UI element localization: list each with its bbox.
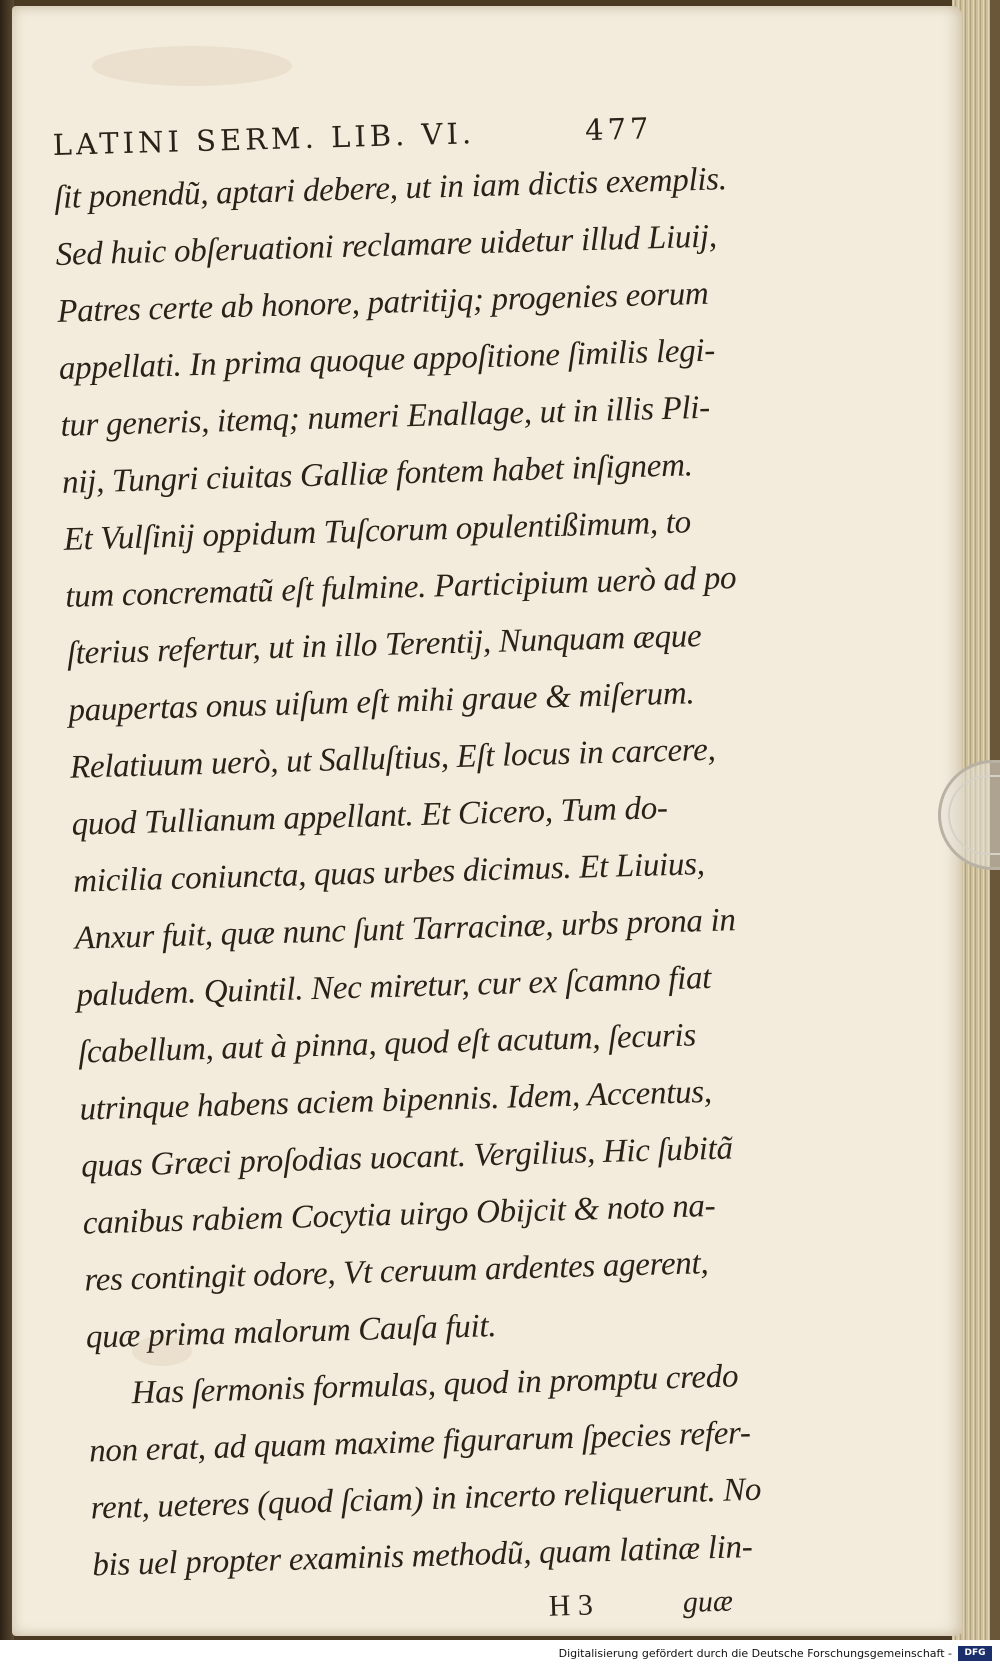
text-line: Patres certe ab honore, patritijq; progenies eorum — [56, 275, 709, 330]
text-line: quod Tullianum appellant. Et Cicero, Tum do- — [71, 790, 669, 843]
text-line: Et Vulſinij oppidum Tuſcorum opulentißimum, to — [63, 504, 692, 558]
running-head-title: LATINI SERM. LIB. VI. — [52, 116, 476, 162]
text-line: Anxur fuit, quæ nunc ſunt Tarracinæ, urbs prona in — [74, 902, 737, 957]
text-line: Has ſermonis formulas, quod in promptu credo — [131, 1358, 739, 1412]
text-line: canibus rabiem Cocytia uirgo Obijcit & noto na- — [82, 1187, 716, 1242]
text-line: res contingit odore, Vt ceruum ardentes agerent, — [83, 1245, 709, 1299]
text-line: tum concrematũ eſt fulmine. Participium uerò ad po — [64, 560, 737, 615]
text-line: tur generis, itemq; numeri Enallage, ut in illis Pli- — [60, 389, 711, 444]
footer-bar — [0, 1640, 1000, 1667]
text-line: quæ prima malorum Cauſa fuit. — [85, 1308, 497, 1356]
text-line: nij, Tungri ciuitas Galliæ fontem habet inſignem. — [61, 447, 694, 501]
text-line: ſterius refertur, ut in illo Terentij, Nunquam æque — [66, 618, 702, 672]
text-line: ſcabellum, aut à pinna, quod eſt acutum, ſecuris — [77, 1017, 697, 1071]
text-line: paupertas onus uiſum eſt mihi graue & miſerum. — [67, 675, 695, 729]
page-text — [52, 102, 762, 1645]
text-line: paludem. Quintil. Nec miretur, cur ex ſcamno fiat — [75, 959, 712, 1014]
funding-credit: Digitalisierung gefördert durch die Deutsche Forschungsgemeinschaft - — [558, 1647, 952, 1660]
text-line: quas Græci proſodias uocant. Vergilius, Hic ſubitã — [80, 1130, 734, 1185]
text-line: non erat, ad quam maxime figurarum ſpecies refer- — [88, 1415, 752, 1470]
text-line: Sed huic obſeruationi reclamare uidetur illud Liuij, — [55, 218, 718, 273]
folio-number: 477 — [584, 111, 653, 148]
text-line: micilia coniuncta, quas urbes dicimus. Et Liuius, — [72, 846, 706, 900]
text-line: bis uel propter examinis methodũ, quam latinæ lin- — [91, 1529, 753, 1584]
text-line: appellati. In prima quoque appoſitione ſimilis legi- — [58, 332, 716, 387]
paper-stain — [92, 46, 292, 86]
catchword: guæ — [682, 1584, 734, 1619]
text-line: utrinque habens aciem bipennis. Idem, Accentus, — [79, 1073, 713, 1128]
text-line: ſit ponendũ, aptari debere, ut in iam dictis exemplis. — [53, 161, 728, 216]
dfg-logo: DFG — [958, 1646, 992, 1661]
text-line: Relatiuum uerò, ut Salluſtius, Eſt locus in carcere, — [69, 731, 716, 786]
text-line: rent, ueteres (quod ſciam) in incerto reliquerunt. No — [90, 1471, 762, 1527]
paragraph-2 — [87, 1348, 762, 1594]
paragraph-1 — [53, 152, 736, 1367]
signature-mark: H 3 — [548, 1588, 594, 1623]
